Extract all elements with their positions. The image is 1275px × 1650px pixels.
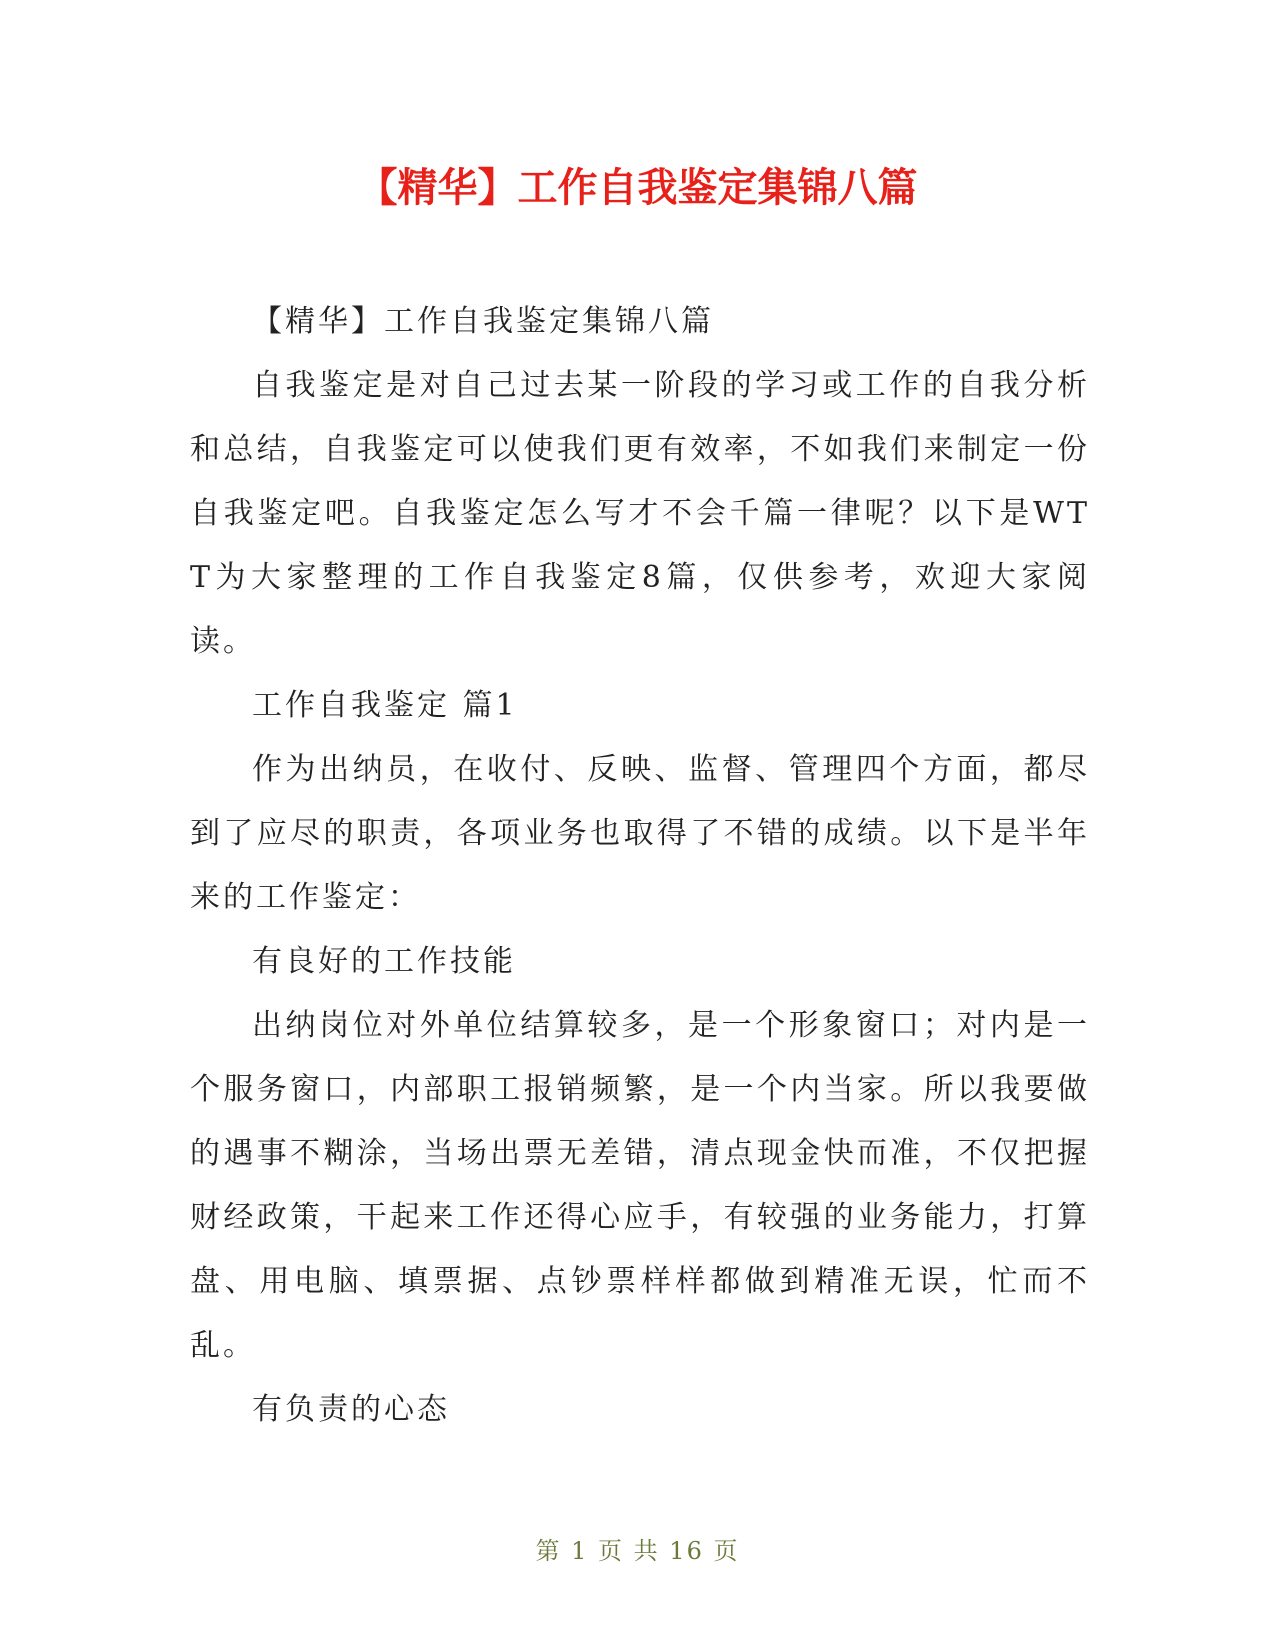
- document-body: [190, 290, 1090, 1442]
- section-heading-part-1: 工作自我鉴定 篇1: [252, 688, 518, 723]
- paragraph-work-skills: 出纳岗位对外单位结算较多，是一个形象窗口；对内是一个服务窗口，内部职工报销频繁，是一个内当家。所以我要做的遇事不糊涂，当场出票无差错，清点现金快而准，不仅把握财经政策，干起来工作还得心应手，有较强的业务能力，打算盘、用电脑、填票据、点钞票样样都做到精准无误，忙而不乱。: [190, 1008, 1090, 1363]
- subheading-responsible-attitude: 有负责的心态: [252, 1392, 450, 1427]
- page-number-footer: 第 1 页 共 16 页: [535, 1537, 740, 1565]
- subheading-work-skills: 有良好的工作技能: [252, 944, 516, 979]
- paragraph-cashier-duties: 作为出纳员，在收付、反映、监督、管理四个方面，都尽到了应尽的职责，各项业务也取得了不错的成绩。以下是半年来的工作鉴定：: [190, 752, 1090, 915]
- document-title: 【精华】工作自我鉴定集锦八篇: [357, 165, 918, 211]
- paragraph-intro: 自我鉴定是对自己过去某一阶段的学习或工作的自我分析和总结，自我鉴定可以使我们更有效率，不如我们来制定一份自我鉴定吧。自我鉴定怎么写才不会千篇一律呢？以下是WTT为大家整理的工作自我鉴定8篇，仅供参考，欢迎大家阅读。: [190, 368, 1090, 659]
- paragraph-heading-repeat: 【精华】工作自我鉴定集锦八篇: [252, 304, 714, 339]
